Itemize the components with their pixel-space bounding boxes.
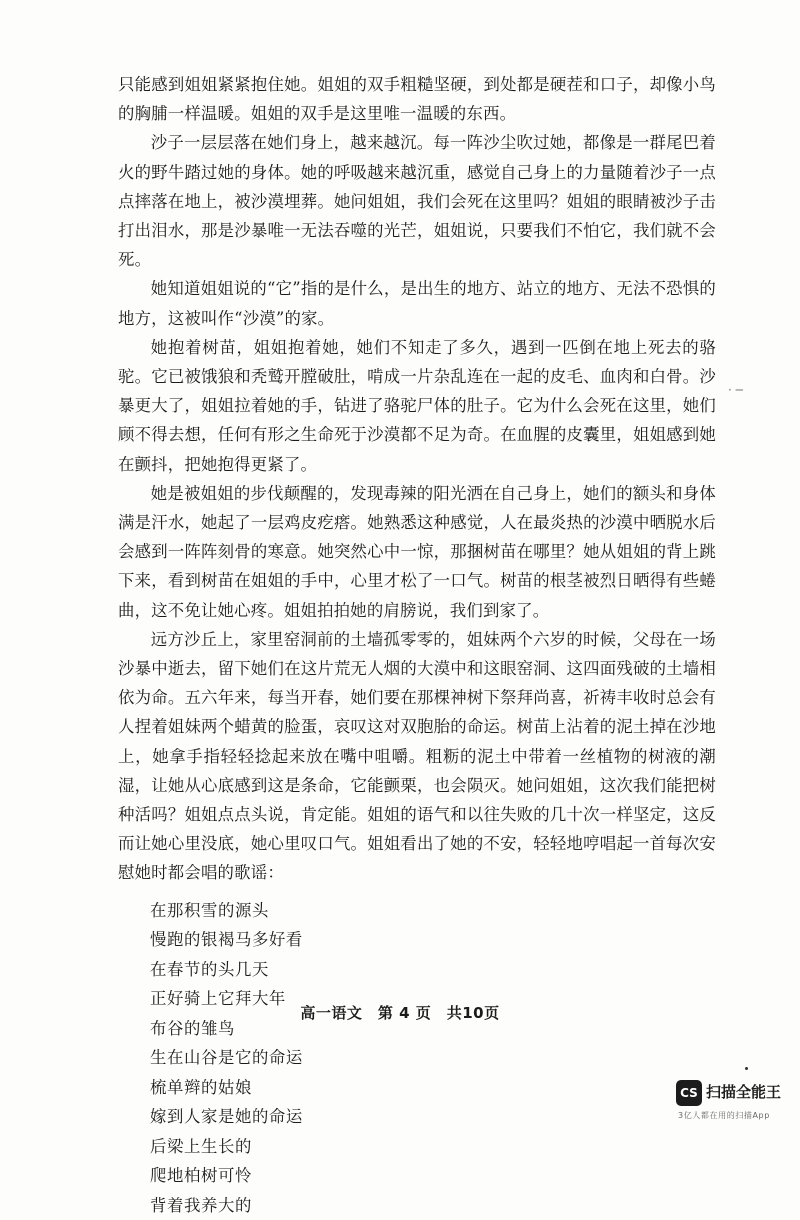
page-body bbox=[118, 70, 716, 1220]
margin-mark: · ─ bbox=[728, 383, 743, 397]
page-footer: 高一语文 第 4 页 共10页 bbox=[300, 1004, 500, 1022]
paragraph-4: 她抱着树苗，姐姐抱着她，她们不知走了多久，遇到一匹倒在地上死去的骆驼。它已被饿狼和秃鹫开膛破肚，啃成一片杂乱连在一起的皮毛、血肉和白骨。沙暴更大了，姐姐拉着她的手，钻进了骆驼尸体的肚子。它为什么会死在这里，她们顾不得去想，任何有形之生命死于沙漠都不足为奇。在血腥的皮囊里，姐姐感到她在颤抖，把她抱得更紧了。 bbox=[118, 337, 716, 474]
camscanner-logo-icon: CS bbox=[676, 1080, 702, 1106]
poem-line: 在那积雪的源头 bbox=[150, 900, 269, 920]
watermark-tagline: 3亿人都在用的扫描App bbox=[678, 1111, 770, 1120]
poem-line: 布谷的雏鸟 bbox=[150, 1018, 235, 1038]
poem-line: 正好骑上它拜大年 bbox=[150, 989, 286, 1009]
poem-line: 慢跑的银褐马多好看 bbox=[150, 930, 303, 950]
poem-line: 背着我养大的 bbox=[150, 1195, 252, 1215]
paragraph-1: 只能感到姐姐紧紧抱住她。姐姐的双手粗糙坚硬，到处都是硬茬和口子，却像小鸟的胸脯一样温暖。姐姐的双手是这里唯一温暖的东西。 bbox=[118, 75, 716, 124]
scanner-watermark bbox=[674, 1076, 792, 1126]
poem-line: 爬地柏树可怜 bbox=[150, 1166, 252, 1186]
poem bbox=[118, 896, 716, 1220]
paragraph-5: 她是被姐姐的步伐颠醒的，发现毒辣的阳光洒在自己身上，她们的额头和身体满是汗水，她起了一层鸡皮疙瘩。她熟悉这种感觉，人在最炎热的沙漠中晒脱水后会感到一阵阵刻骨的寒意。她突然心中一惊，那捆树苗在哪里？她从姐姐的背上跳下来，看到树苗在姐姐的手中，心里才松了一口气。树苗的根茎被烈日晒得有些蜷曲，这不免让她心疼。姐姐拍拍她的肩膀说，我们到家了。 bbox=[118, 483, 716, 620]
watermark-title: 扫描全能王 bbox=[706, 1083, 782, 1101]
scan-dot bbox=[745, 1067, 748, 1070]
poem-line: 在春节的头几天 bbox=[150, 959, 269, 979]
poem-line: 嫁到人家是她的命运 bbox=[150, 1107, 303, 1127]
paragraph-3: 她知道姐姐说的“它”指的是什么，是出生的地方、站立的地方、无法不恐惧的地方，这被叫作“沙漠”的家。 bbox=[118, 279, 716, 328]
paragraph-6: 远方沙丘上，家里窑洞前的土墙孤零零的，姐妹两个六岁的时候，父母在一场沙暴中逝去，留下她们在这片荒无人烟的大漠中和这眼窑洞、这四面残破的土墙相依为命。五六年来，每当开春，她们要在那棵神树下祭拜尚喜，祈祷丰收时总会有人捏着姐妹两个蜡黄的脸蛋，哀叹这对双胞胎的命运。树苗上沾着的泥土掉在沙地上，她拿手指轻轻捻起来放在嘴中咀嚼。粗粝的泥土中带着一丝植物的树液的潮湿，让她从心底感到这是条命，它能颤栗，也会陨灭。她问姐姐，这次我们能把树种活吗？姐姐点点头说，肯定能。姐姐的语气和以往失败的几十次一样坚定，这反而让她心里没底，她心里叹口气。姐姐看出了她的不安，轻轻地哼唱起一首每次安慰她时都会唱的歌谣： bbox=[118, 629, 716, 883]
poem-line: 生在山谷是它的命运 bbox=[150, 1048, 303, 1068]
poem-line: 后梁上生长的 bbox=[150, 1136, 252, 1156]
poem-line: 梳单辫的姑娘 bbox=[150, 1077, 252, 1097]
paragraph-2: 沙子一层层落在她们身上，越来越沉。每一阵沙尘吹过她，都像是一群尾巴着火的野牛踏过她的身体。她的呼吸越来越沉重，感觉自己身上的力量随着沙子一点点摔落在地上，被沙漠埋葬。她问姐姐，我们会死在这里吗？姐姐的眼睛被沙子击打出泪水，那是沙暴唯一无法吞噬的光芒，姐姐说，只要我们不怕它，我们就不会死。 bbox=[118, 133, 716, 270]
